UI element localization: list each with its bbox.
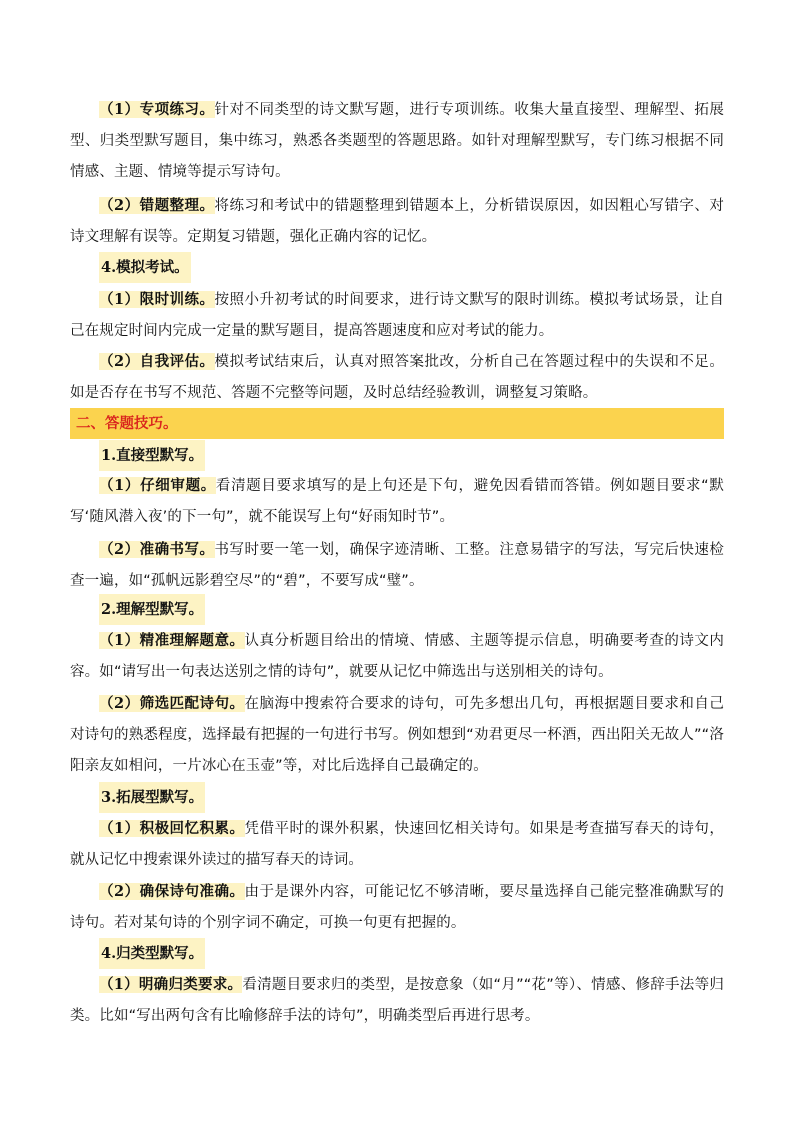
paragraph-text: 模拟考试结束后，认真对照答案批改，分析自己在答题过程中的失误和不足。如是否存在书写不规范、答题不完整等问题，及时总结经验教训，调整复习策略。 — [70, 354, 724, 401]
heading-classification-type: 4.归类型默写。 — [99, 938, 205, 969]
paragraph-label: （1）仔细审题。 — [99, 477, 216, 494]
paragraph-error-notes — [70, 190, 724, 253]
paragraph-special-practice — [70, 94, 724, 188]
paragraph-accurate-writing — [70, 534, 724, 597]
paragraph-text: 按照小升初考试的时间要求，进行诗文默写的限时训练。模拟考试场景，让自己在规定时间内完成一定量的默写题目，提高答题速度和应对考试的能力。 — [70, 292, 724, 339]
paragraph-label: （2）确保诗句准确。 — [99, 883, 245, 900]
section-heading-bar — [70, 408, 724, 439]
heading-comprehension-type: 2.理解型默写。 — [99, 594, 205, 625]
paragraph-understand-question — [70, 625, 724, 688]
paragraph-ensure-accuracy — [70, 876, 724, 939]
paragraph-label: （2）错题整理。 — [99, 197, 215, 214]
heading-direct-type: 1.直接型默写。 — [99, 440, 205, 471]
paragraph-text: 看清题目要求填写的是上句还是下句，避免因看错而答错。例如题目要求“默写‘随风潜入夜’的下一句”，就不能误写上句“好雨知时节”。 — [70, 478, 724, 525]
paragraph-label: （1）专项练习。 — [99, 101, 215, 118]
paragraph-label: （1）限时训练。 — [99, 291, 215, 308]
paragraph-label: （1）精准理解题意。 — [99, 632, 245, 649]
paragraph-text: 将练习和考试中的错题整理到错题本上，分析错误原因，如因粗心写错字、对诗文理解有误等。定期复习错题，强化正确内容的记忆。 — [70, 198, 724, 245]
paragraph-text: 在脑海中搜索符合要求的诗句，可先多想出几句，再根据题目要求和自己对诗句的熟悉程度，选择最有把握的一句进行书写。例如想到“劝君更尽一杯酒，西出阳关无故人”“洛阳亲友如相问，一片冰心在玉壶”等，对比后选择自己最确定的。 — [70, 696, 724, 774]
paragraph-text: 由于是课外内容，可能记忆不够清晰，要尽量选择自己能完整准确默写的诗句。若对某句诗的个别字词不确定，可换一句更有把握的。 — [70, 884, 724, 931]
paragraph-label: （2）筛选匹配诗句。 — [99, 695, 245, 712]
heading-extension-type: 3.拓展型默写。 — [99, 782, 205, 813]
paragraph-label: （1）明确归类要求。 — [99, 976, 243, 993]
paragraph-self-assessment — [70, 346, 724, 409]
paragraph-label: （2）自我评估。 — [99, 353, 215, 370]
paragraph-text: 看清题目要求归的类型，是按意象（如“月”“花”等）、情感、修辞手法等归类。比如“写出两句含有比喻修辞手法的诗句”，明确类型后再进行思考。 — [70, 977, 725, 1024]
paragraph-careful-reading — [70, 470, 724, 533]
paragraph-classification-requirements — [70, 969, 724, 1032]
paragraph-label: （2）准确书写。 — [99, 541, 215, 558]
section-heading-answer-tips: 二、答题技巧。 — [76, 415, 178, 432]
paragraph-text: 凭借平时的课外积累，快速回忆相关诗句。如果是考查描写春天的诗句，就从记忆中搜索课外读过的描写春天的诗词。 — [70, 821, 724, 868]
paragraph-recall-accumulation — [70, 813, 724, 876]
paragraph-select-verses — [70, 688, 724, 782]
heading-mock-exam: 4.模拟考试。 — [99, 252, 191, 283]
paragraph-text: 书写时要一笔一划，确保字迹清晰、工整。注意易错字的写法，写完后快速检查一遍，如“孤帆远影碧空尽”的“碧”，不要写成“璧”。 — [70, 542, 724, 589]
paragraph-label: （1）积极回忆积累。 — [99, 820, 245, 837]
paragraph-timed-training — [70, 284, 724, 347]
paragraph-text: 针对不同类型的诗文默写题，进行专项训练。收集大量直接型、理解型、拓展型、归类型默写题目，集中练习，熟悉各类题型的答题思路。如针对理解型默写，专门练习根据不同情感、主题、情境等提示写诗句。 — [70, 102, 724, 180]
paragraph-text: 认真分析题目给出的情境、情感、主题等提示信息，明确要考查的诗文内容。如“请写出一句表达送别之情的诗句”，就要从记忆中筛选出与送别相关的诗句。 — [70, 633, 724, 680]
